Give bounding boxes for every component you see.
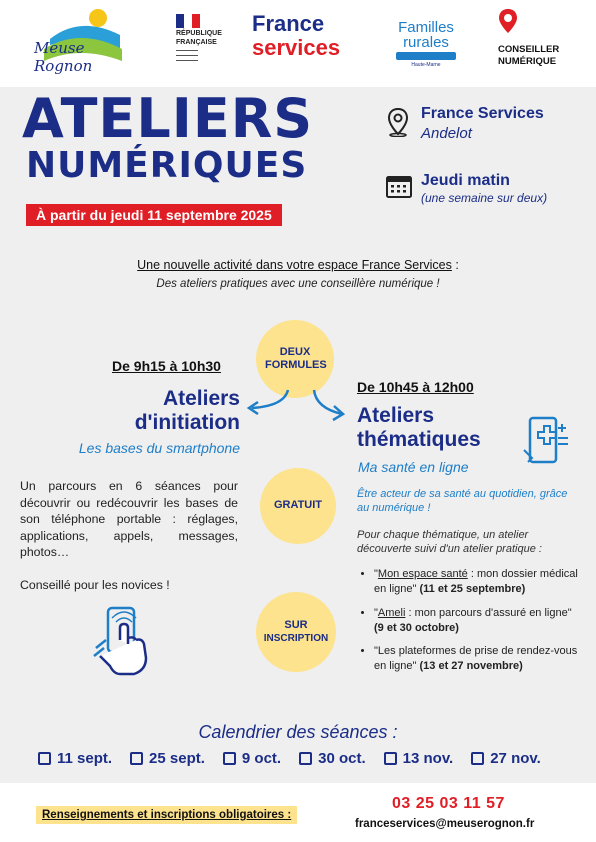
logo-republique-francaise	[176, 14, 236, 69]
intro-headline-text: Une nouvelle activité dans votre espace France Services	[137, 258, 452, 272]
familles-line-2: rurales	[403, 34, 449, 51]
circle-signup-line-1: SUR	[284, 618, 308, 631]
initiation-time: De 9h15 à 10h30	[112, 358, 221, 374]
time-title: Jeudi matin	[421, 172, 510, 189]
place-title: France Services	[421, 105, 544, 122]
topic-item	[374, 567, 579, 597]
title-line-2: NUMÉRIQUES	[26, 145, 308, 186]
france-services-line-2: services	[252, 35, 341, 60]
circle-free-text: GRATUIT	[273, 499, 323, 512]
date-band: À partir du jeudi 11 septembre 2025	[26, 204, 282, 226]
circle-signup-line-2: INSCRIPTION	[263, 633, 329, 644]
map-pin-logo-icon	[498, 8, 518, 34]
calendar-date	[223, 750, 281, 767]
topic-quote: "	[374, 606, 378, 619]
initiation-title	[20, 387, 240, 435]
checkbox-icon	[384, 752, 397, 765]
checkbox-icon	[299, 752, 312, 765]
checkbox-icon	[38, 752, 51, 765]
rf-line-2: FRANÇAISE	[176, 39, 217, 46]
topic-item	[374, 606, 579, 636]
logo-france-services	[252, 12, 340, 60]
circle-two-formulas-text: DEUX FORMULES	[265, 345, 327, 371]
thematic-title-2: thématiques	[357, 428, 481, 452]
calendar-date-label: 11 sept.	[57, 750, 113, 767]
circle-free	[260, 468, 336, 544]
thematic-title-1: Ateliers	[357, 404, 435, 427]
place-sub: Andelot	[421, 125, 472, 142]
france-services-line-1: France	[252, 11, 325, 36]
calendar-date	[471, 750, 541, 767]
topic-item	[374, 644, 579, 674]
health-phone-icon	[522, 414, 574, 466]
calendar-date-label: 13 nov.	[402, 750, 454, 767]
calendar-dates	[38, 750, 541, 767]
logo-conseiller-numerique	[498, 8, 570, 70]
familles-line-1: Familles	[398, 19, 454, 36]
intro-subline: Des ateliers pratiques avec une conseillère numérique !	[156, 278, 440, 290]
thematic-topic-list	[357, 567, 579, 674]
thematic-time: De 10h45 à 12h00	[357, 379, 474, 395]
checkbox-icon	[223, 752, 236, 765]
calendar-icon	[386, 174, 412, 198]
thematic-tagline: Être acteur de sa santé au quotidien, grâce au numérique !	[357, 488, 568, 515]
location-pin-icon	[386, 107, 410, 137]
marianne-icon	[176, 14, 200, 28]
cn-line-1: CONSEILLER	[498, 44, 560, 55]
checkbox-icon	[471, 752, 484, 765]
topic-rest: : mon dossier médical en ligne"	[374, 568, 578, 595]
calendar-date-label: 30 oct.	[318, 750, 366, 767]
logo-meuse-rognon	[30, 5, 130, 75]
thematic-topics	[357, 567, 579, 683]
familles-tag: Haute-Marne	[411, 62, 441, 68]
familles-ribbon	[396, 52, 456, 60]
phone-touch-icon	[90, 604, 160, 680]
circle-signup-text	[264, 619, 328, 645]
topic-name: Mon espace santé	[377, 568, 468, 580]
footer-phone[interactable]: 03 25 03 11 57	[392, 795, 505, 812]
rf-motto-lines	[176, 50, 198, 61]
topic-rest: : mon parcours d'assuré en ligne"	[405, 606, 572, 619]
initiation-advice: Conseillé pour les novices !	[20, 578, 170, 592]
footer-email[interactable]: franceservices@meuserognon.fr	[355, 818, 535, 830]
rf-line-1: RÉPUBLIQUE	[176, 30, 222, 37]
topic-dates: (11 et 25 septembre)	[419, 582, 526, 595]
circle-signup	[256, 592, 336, 672]
intro-headline-colon: :	[451, 258, 459, 272]
thematic-subtitle: Ma santé en ligne	[358, 459, 469, 475]
thematic-title	[357, 404, 481, 452]
title-line-1: ATELIERS	[22, 87, 314, 150]
topic-quote: "	[374, 645, 378, 658]
initiation-title-2: d'initiation	[134, 411, 240, 435]
calendar-date	[130, 750, 205, 767]
branch-arrows-icon	[240, 386, 350, 426]
initiation-body: Un parcours en 6 séances pour découvrir ou redécouvrir les bases de son téléphone portable : réglages, applications, appels, messages, photos…	[20, 479, 238, 560]
initiation-title-1: Ateliers	[162, 387, 240, 410]
topic-name: Ameli	[377, 606, 406, 619]
thematic-intro: Pour chaque thématique, un atelier découverte suivi d'un atelier pratique :	[357, 529, 542, 556]
topic-dates: (13 et 27 novembre)	[419, 660, 523, 673]
calendar-date-label: 9 oct.	[241, 750, 282, 767]
calendar-date	[384, 750, 454, 767]
topic-rest: Les plateformes de prise de rendez-vous en ligne"	[374, 645, 578, 673]
logo-familles-rurales	[392, 10, 460, 72]
calendar-title: Calendrier des séances :	[198, 722, 398, 742]
calendar-date-label: 25 sept.	[149, 750, 205, 767]
calendar-date	[38, 750, 112, 767]
topic-dates: (9 et 30 octobre)	[374, 621, 459, 634]
checkbox-icon	[130, 752, 143, 765]
calendar-date-label: 27 nov.	[490, 750, 541, 767]
initiation-subtitle: Les bases du smartphone	[78, 440, 240, 456]
topic-quote: "	[374, 568, 378, 580]
meuse-rognon-name: Meuse Rognon	[34, 39, 93, 75]
cn-line-2: NUMÉRIQUE	[498, 56, 557, 67]
time-sub: (une semaine sur deux)	[421, 191, 548, 205]
footer-info: Renseignements et inscriptions obligatoires :	[36, 806, 297, 824]
intro-headline	[0, 258, 596, 272]
calendar-date	[299, 750, 366, 767]
